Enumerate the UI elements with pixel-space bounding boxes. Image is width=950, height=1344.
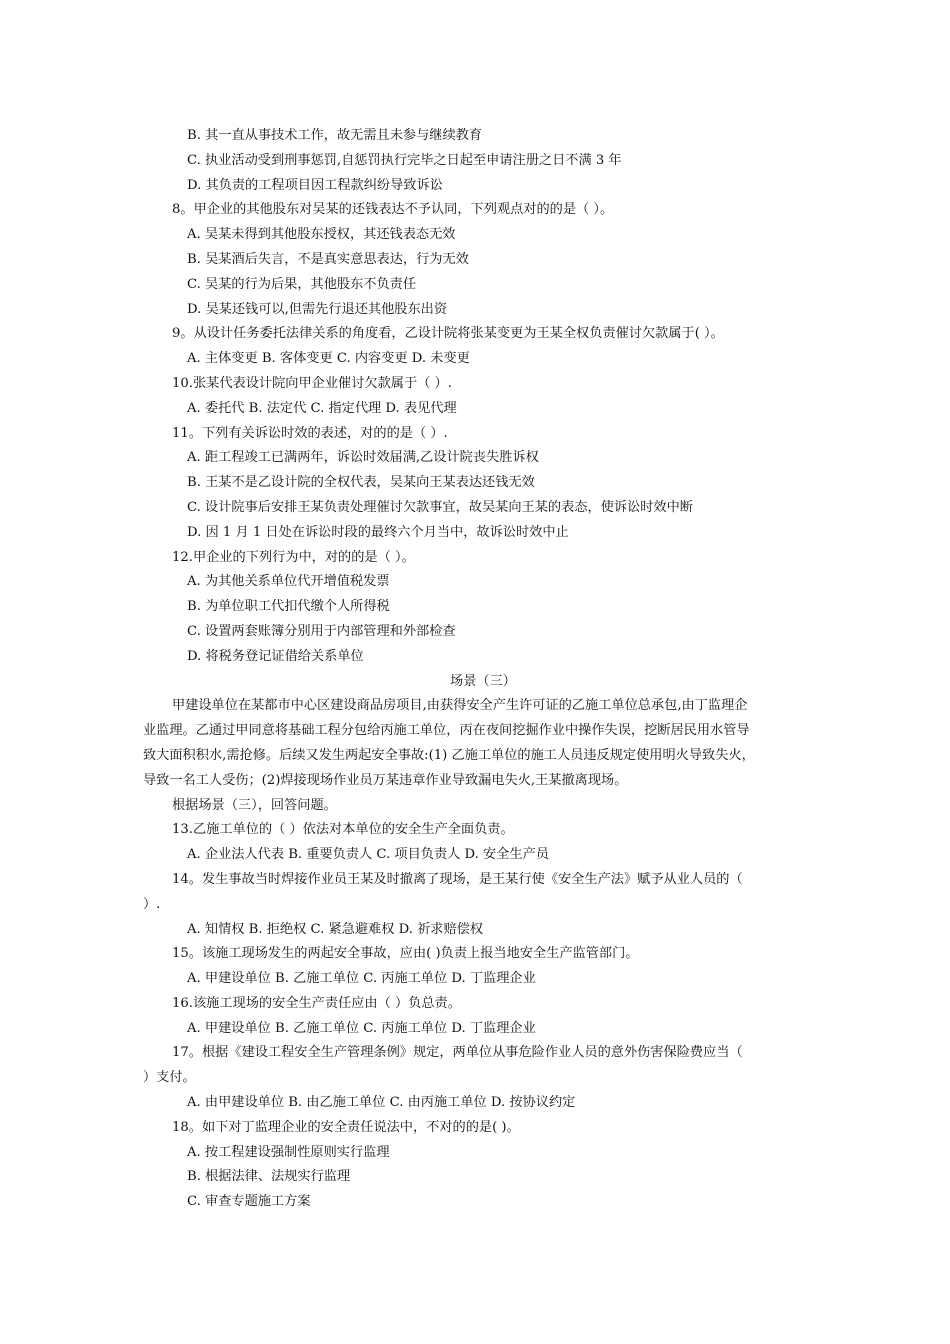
question-stem: 13.乙施工单位的（ ）依法对本单位的安全生产全面负责。 <box>172 822 514 838</box>
answer-option: B. 为单位职工代扣代缴个人所得税 <box>187 599 390 615</box>
answer-option: A. 知情权 B. 拒绝权 C. 紧急避难权 D. 祈求赔偿权 <box>187 921 484 937</box>
answer-option: C. 吴某的行为后果，其他股东不负责任 <box>187 276 417 292</box>
document-body <box>143 124 823 1215</box>
answer-option: B. 王某不是乙设计院的全权代表，吴某向王某表达还钱无效 <box>187 475 535 491</box>
question-stem: 9。从设计任务委托法律关系的角度看，乙设计院将张某变更为王某全权负责催讨欠款属于( ）。 <box>172 326 724 342</box>
paragraph-line: 致大面积积水,需抢修。后续又发生两起安全事故:(1) 乙施工单位的施工人员违反规定使用明火导致失火， <box>143 747 755 763</box>
answer-option: A. 主体变更 B. 客体变更 C. 内容变更 D. 未变更 <box>187 351 470 367</box>
paragraph-line: ）支付。 <box>143 1070 196 1086</box>
answer-option: B. 其一直从事技术工作，故无需且未参与继续教育 <box>187 128 483 143</box>
answer-option: C. 设置两套账簿分别用于内部管理和外部检查 <box>187 623 456 639</box>
answer-option: C. 执业活动受到刑事惩罚,自惩罚执行完毕之日起至申请注册之日不满 3 年 <box>187 152 622 168</box>
answer-option: A. 委托代 B. 法定代 C. 指定代理 D. 表见代理 <box>187 400 457 416</box>
question-stem: 12.甲企业的下列行为中，对的的是（ ）。 <box>172 549 415 565</box>
answer-option: A. 距工程竣工已满两年，诉讼时效届满,乙设计院丧失胜诉权 <box>187 450 539 466</box>
answer-option: D. 因 1 月 1 日处在诉讼时段的最终六个月当中，故诉讼时效中止 <box>187 524 569 540</box>
paragraph-line: 导致一名工人受伤；(2)焊接现场作业员万某违章作业导致漏电失火,王某撤离现场。 <box>143 772 628 788</box>
answer-option: C. 审查专题施工方案 <box>187 1194 311 1210</box>
answer-option: A. 甲建设单位 B. 乙施工单位 C. 丙施工单位 D. 丁监理企业 <box>187 1020 536 1036</box>
answer-option: A. 吴某未得到其他股东授权，其还钱表态无效 <box>187 227 456 243</box>
answer-option: A. 由甲建设单位 B. 由乙施工单位 C. 由丙施工单位 D. 按协议约定 <box>187 1095 576 1111</box>
answer-option: D. 将税务登记证借给关系单位 <box>187 648 364 664</box>
answer-option: D. 其负责的工程项目因工程款纠纷导致诉讼 <box>187 177 443 193</box>
answer-option: B. 根据法律、法规实行监理 <box>187 1169 351 1185</box>
answer-option: C. 设计院事后安排王某负责处理催讨欠款事宜，故吴某向王某的表态，使诉讼时效中断 <box>187 499 693 515</box>
answer-option: D. 吴某还钱可以,但需先行退还其他股东出资 <box>187 301 448 317</box>
answer-option: A. 企业法人代表 B. 重要负责人 C. 项目负责人 D. 安全生产员 <box>187 847 549 863</box>
answer-option: A. 为其他关系单位代开增值税发票 <box>187 574 390 590</box>
question-stem: 8。甲企业的其他股东对吴某的还钱表达不予认同，下列观点对的的是（ ）。 <box>172 202 614 218</box>
question-stem: 11。下列有关诉讼时效的表述，对的的是（ ）. <box>172 425 448 441</box>
paragraph-line: ）. <box>143 896 161 912</box>
answer-option: A. 甲建设单位 B. 乙施工单位 C. 丙施工单位 D. 丁监理企业 <box>187 971 536 987</box>
question-stem: 16.该施工现场的安全生产责任应由（ ）负总责。 <box>172 995 461 1011</box>
question-stem: 14。发生事故当时焊接作业员王某及时撤离了现场，是王某行使《安全生产法》赋予从业人员的（ <box>172 871 743 887</box>
paragraph-line: 业监理。乙通过甲同意将基础工程分包给丙施工单位，丙在夜间挖掘作业中操作失误，挖断居民用水管导 <box>143 723 750 739</box>
question-stem: 10.张某代表设计院向甲企业催讨欠款属于（ ）. <box>172 375 452 391</box>
paragraph-first-line: 甲建设单位在某都市中心区建设商品房项目,由获得安全产生许可证的乙施工单位总承包,由丁监理企 <box>172 698 748 714</box>
section-heading: 场景（三） <box>450 673 516 689</box>
question-stem: 17。根据《建设工程安全生产管理条例》规定，两单位从事危险作业人员的意外伤害保险费应当（ <box>172 1045 743 1061</box>
question-stem: 18。如下对丁监理企业的安全责任说法中，不对的的是( )。 <box>172 1119 520 1135</box>
answer-option: B. 吴某酒后失言，不是真实意思表达，行为无效 <box>187 251 469 267</box>
question-stem: 15。该施工现场发生的两起安全事故，应由( )负责上报当地安全生产监管部门。 <box>172 946 639 962</box>
answer-option: A. 按工程建设强制性原则实行监理 <box>187 1144 390 1160</box>
paragraph-first-line: 根据场景（三），回答问题。 <box>172 797 337 813</box>
